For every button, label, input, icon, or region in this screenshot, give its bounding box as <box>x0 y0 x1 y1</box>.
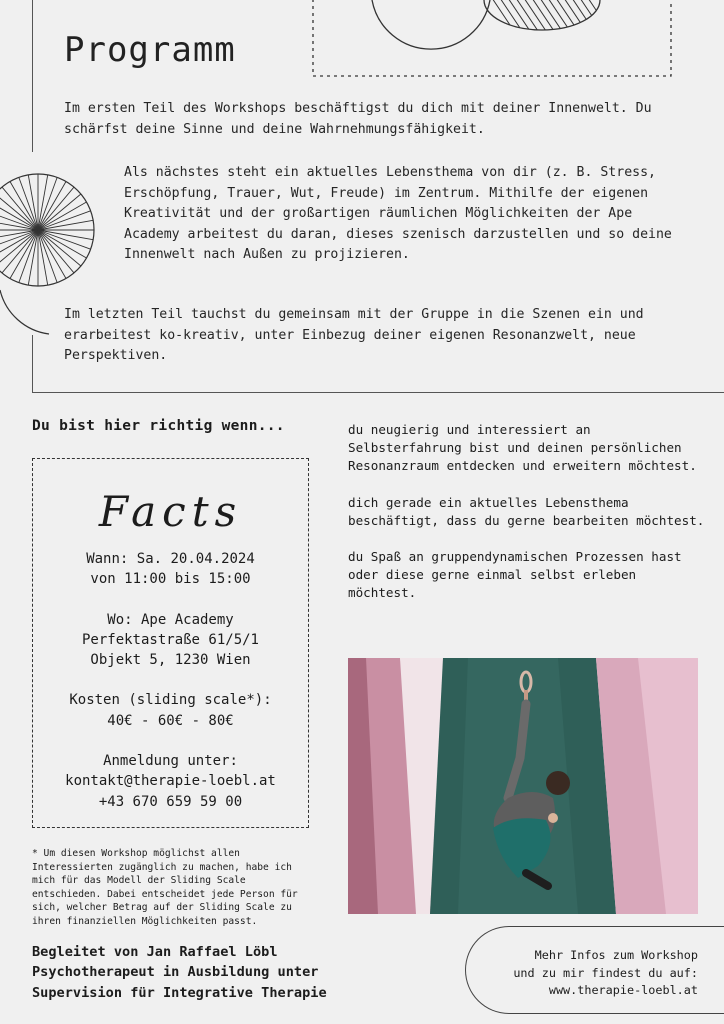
frame-bottom-line <box>32 392 724 393</box>
sliding-scale-footnote: * Um diesen Workshop möglichst allen Interessierten zugänglich zu machen, habe ich mich für das Modell der Sliding Scale entschieden. Dabei entscheidet jede Person für sich, welcher Betrag auf der Sliding Scale zu ihren finanziellen Möglichkeiten passt. <box>32 848 298 927</box>
facts-registration-label: Anmeldung unter: <box>103 753 238 770</box>
facts-box <box>32 458 309 828</box>
richtig-item: du Spaß an gruppendynamischen Prozessen hast oder diese gerne einmal selbst erleben möchtest. <box>348 549 682 601</box>
more-info-line: und zu mir findest du auf: <box>513 965 698 980</box>
facts-time: von 11:00 bis 15:00 <box>90 571 251 588</box>
programm-paragraph-1: Im ersten Teil des Workshops beschäftigst du dich mit deiner Innenwelt. Du schärfst deine Sinne und deine Wahrnehmungsfähigkeit. <box>64 101 652 137</box>
richtig-heading: Du bist hier richtig wenn... <box>32 418 285 434</box>
frame-left-line <box>32 0 33 152</box>
frame-left-line-lower <box>32 335 33 393</box>
more-info-line: Mehr Infos zum Workshop <box>534 948 698 962</box>
facts-cost-values: 40€ - 60€ - 80€ <box>107 712 234 729</box>
richtig-item: dich gerade ein aktuelles Lebensthema beschäftigt, dass du gerne bearbeiten möchtest. <box>348 494 705 528</box>
richtig-item: du neugierig und interessiert an Selbsterfahrung bist und deinen persönlichen Resonanzraum entdecken und erweitern möchtest. <box>348 422 697 474</box>
facilitator-info <box>32 942 327 1003</box>
website-link[interactable]: www.therapie-loebl.at <box>548 983 698 998</box>
decorative-circles-top <box>312 0 682 80</box>
facts-title: Facts <box>98 487 243 536</box>
facts-city: Objekt 5, 1230 Wien <box>90 652 251 669</box>
facilitator-line: Begleitet von Jan Raffael Löbl <box>32 944 278 960</box>
programm-paragraph-2: Als nächstes steht ein aktuelles Lebensthema von dir (z. B. Stress, Erschöpfung, Trauer, Wut, Freude) im Zentrum. Mithilfe der eigenen Kreativität und der großartigen räumlichen Möglichkeiten der Ape Academy arbeitest du daran, dieses szenisch darzustellen und so deine Innenwelt nach Außen zu projizieren. <box>124 165 672 262</box>
facilitator-line: Supervision für Integrative Therapie <box>32 984 327 1001</box>
workshop-photo <box>348 658 698 914</box>
facts-phone[interactable]: +43 670 659 59 00 <box>98 793 243 810</box>
facts-street: Perfektastraße 61/5/1 <box>81 631 259 648</box>
facts-email-link[interactable]: kontakt@therapie-loebl.at <box>65 773 276 790</box>
programm-paragraph-3: Im letzten Teil tauchst du gemeinsam mit der Gruppe in die Szenen ein und erarbeitest ko-kreativ, unter Einbezug deiner eigenen Resonanzwelt, neue Perspektiven. <box>64 307 644 363</box>
facts-venue: Wo: Ape Academy <box>107 611 234 628</box>
facilitator-line: Psychotherapeut in Ausbildung unter <box>32 964 319 981</box>
page-title: Programm <box>64 30 236 70</box>
more-info-text <box>513 947 698 1000</box>
facts-date: Wann: Sa. 20.04.2024 <box>86 551 255 567</box>
richtig-list <box>348 421 708 621</box>
facts-cost-label: Kosten (sliding scale*): <box>69 692 272 709</box>
